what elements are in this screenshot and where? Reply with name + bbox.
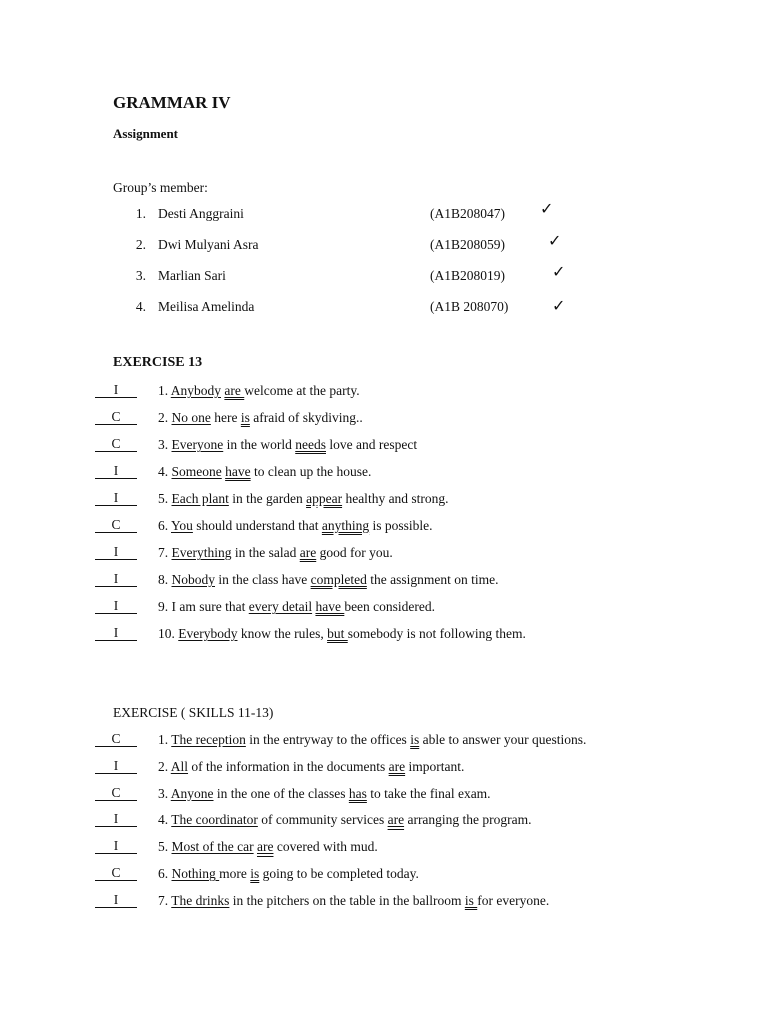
sentence-text: more (219, 866, 251, 881)
sentence-text: somebody is not following them. (347, 626, 526, 641)
sentence-text: 6. (158, 866, 172, 881)
sentence-text: 6. (158, 518, 171, 533)
sentence-text: going to be completed today. (259, 866, 419, 881)
sentence-text: 4. (158, 464, 172, 479)
verb-double-underline: appear (306, 491, 343, 506)
answer-mark: I (95, 491, 137, 506)
answer-mark: I (95, 545, 137, 560)
exercise-sentence (158, 866, 419, 882)
sentence-text: 3. (158, 785, 171, 801)
answer-mark: C (95, 732, 137, 747)
sentence-text: healthy and strong. (342, 491, 449, 506)
answer-mark: C (95, 786, 137, 801)
exercise-skills-heading: EXERCISE ( SKILLS 11-13) (113, 705, 274, 720)
answer-mark: I (95, 626, 137, 641)
verb-double-underline: is (240, 410, 250, 425)
exercise-sentence (158, 732, 586, 748)
answer-mark: I (95, 759, 137, 774)
subject-underline: No one (171, 410, 211, 425)
sentence-text: 10. (158, 626, 179, 641)
answer-mark: I (95, 812, 137, 827)
subject-underline: every detail (248, 599, 313, 614)
subject-underline: Nobody (171, 572, 215, 587)
sentence-text: love and respect (325, 437, 418, 452)
answer-mark: I (95, 464, 137, 479)
sentence-text: here (210, 410, 241, 425)
answer-mark: I (95, 383, 137, 398)
exercise-sentence (158, 464, 371, 480)
sentence-text: 4. (158, 812, 172, 828)
answer-mark: I (95, 839, 137, 854)
sentence-text: for everyone. (477, 892, 550, 908)
sentence-text: in the garden (228, 491, 307, 506)
verb-double-underline: are (299, 545, 317, 560)
verb-double-underline: are (224, 383, 245, 398)
verb-double-underline: is (410, 732, 420, 747)
verb-double-underline: have (225, 464, 251, 479)
exercise-sentence (158, 518, 433, 534)
sentence-text: in the one of the classes (213, 785, 349, 801)
sentence-text: been considered. (344, 599, 436, 614)
answer-mark: I (95, 599, 137, 614)
exercise-sentence (158, 383, 360, 399)
sentence-text: afraid of skydiving.. (249, 410, 363, 425)
subject-underline: Someone (171, 464, 222, 479)
sentence-text: arranging the program. (404, 812, 532, 828)
subject-underline: Everybody (178, 626, 238, 641)
sentence-text: in the pitchers on the table in the ballroom (229, 892, 465, 908)
subject-underline: You (171, 518, 193, 533)
answer-mark: C (95, 437, 137, 452)
exercise-sentence (158, 893, 549, 909)
verb-double-underline: are (256, 839, 274, 855)
sentence-text: should understand that (192, 518, 322, 533)
exercise-sentence (158, 759, 464, 775)
sentence-text: covered with mud. (273, 839, 378, 855)
verb-double-underline: completed (310, 572, 367, 587)
subject-underline: The reception (171, 732, 246, 747)
checkmark-icon: ✓ (540, 201, 554, 218)
sentence-text: 8. (158, 572, 172, 587)
subject-underline: Each plant (171, 491, 229, 506)
sentence-text: 1. (158, 732, 172, 747)
verb-double-underline: are (387, 812, 405, 828)
sentence-text: the assignment on time. (366, 572, 499, 587)
sentence-text: to clean up the house. (250, 464, 372, 479)
sentence-text: 2. (158, 758, 171, 774)
sentence-text: 7. (158, 892, 172, 908)
answer-mark: I (95, 893, 137, 908)
checkmark-icon: ✓ (552, 264, 566, 281)
verb-double-underline: is (464, 892, 478, 908)
exercise-sentence (158, 626, 526, 642)
exercise-sentence (158, 437, 417, 453)
subject-underline: The coordinator (171, 812, 258, 828)
sentence-text: to take the final exam. (366, 785, 491, 801)
members-label: Group’s member: (113, 180, 208, 195)
member-id: (A1B208059) (430, 237, 505, 252)
sentence-text: important. (405, 758, 465, 774)
exercise-sentence (158, 786, 491, 802)
exercise-sentence (158, 572, 498, 588)
exercise-sentence (158, 812, 532, 828)
verb-double-underline: needs (295, 437, 326, 452)
answer-mark: C (95, 410, 137, 425)
verb-double-underline: but (327, 626, 348, 641)
verb-double-underline: are (388, 758, 406, 774)
sentence-text: 3. (158, 437, 172, 452)
exercise-sentence (158, 491, 449, 507)
sentence-text: in the world (223, 437, 296, 452)
member-name: Meilisa Amelinda (158, 299, 255, 314)
answer-mark: C (95, 518, 137, 533)
page-subtitle: Assignment (113, 126, 179, 141)
exercise-sentence (158, 410, 363, 426)
member-number: 1. (135, 206, 146, 221)
subject-underline: The drinks (171, 892, 230, 908)
verb-double-underline: anything (321, 518, 370, 533)
page-title: GRAMMAR IV (113, 93, 231, 112)
sentence-text: in the class have (215, 572, 311, 587)
sentence-text: able to answer your questions. (419, 732, 587, 747)
sentence-text: of community services (257, 812, 388, 828)
sentence-text: of the information in the documents (188, 758, 389, 774)
exercise-sentence (158, 599, 435, 615)
member-name: Desti Anggraini (158, 206, 244, 221)
checkmark-icon: ✓ (552, 298, 566, 315)
subject-underline: Nothing (171, 866, 220, 881)
sentence-text: 7. (158, 545, 172, 560)
subject-underline: Most of the car (171, 839, 254, 855)
member-number: 3. (135, 268, 146, 283)
subject-underline: All (170, 758, 189, 774)
subject-underline: Everything (171, 545, 232, 560)
sentence-text: know the rules, (237, 626, 328, 641)
sentence-text: 2. (158, 410, 172, 425)
subject-underline: Anyone (170, 785, 214, 801)
member-id: (A1B 208070) (430, 299, 509, 314)
member-id: (A1B208019) (430, 268, 505, 283)
verb-double-underline: have (315, 599, 345, 614)
member-id: (A1B208047) (430, 206, 505, 221)
subject-underline: Anybody (170, 383, 222, 398)
sentence-text: welcome at the party. (244, 383, 360, 398)
member-name: Marlian Sari (158, 268, 226, 283)
verb-double-underline: is (250, 866, 260, 881)
checkmark-icon: ✓ (548, 233, 562, 250)
sentence-text: 5. (158, 491, 172, 506)
member-number: 4. (135, 299, 146, 314)
exercise-13-heading: EXERCISE 13 (113, 355, 203, 370)
sentence-text: 9. I am sure that (158, 599, 249, 614)
member-number: 2. (135, 237, 146, 252)
sentence-text: in the entryway to the offices (245, 732, 411, 747)
sentence-text: in the salad (231, 545, 300, 560)
sentence-text: good for you. (316, 545, 393, 560)
subject-underline: Everyone (171, 437, 224, 452)
sentence-text: is possible. (369, 518, 433, 533)
sentence-text: 1. (158, 383, 171, 398)
sentence-text: 5. (158, 839, 172, 855)
answer-mark: C (95, 866, 137, 881)
answer-mark: I (95, 572, 137, 587)
exercise-sentence (158, 545, 393, 561)
verb-double-underline: has (348, 785, 367, 801)
member-name: Dwi Mulyani Asra (158, 237, 259, 252)
exercise-sentence (158, 839, 378, 855)
